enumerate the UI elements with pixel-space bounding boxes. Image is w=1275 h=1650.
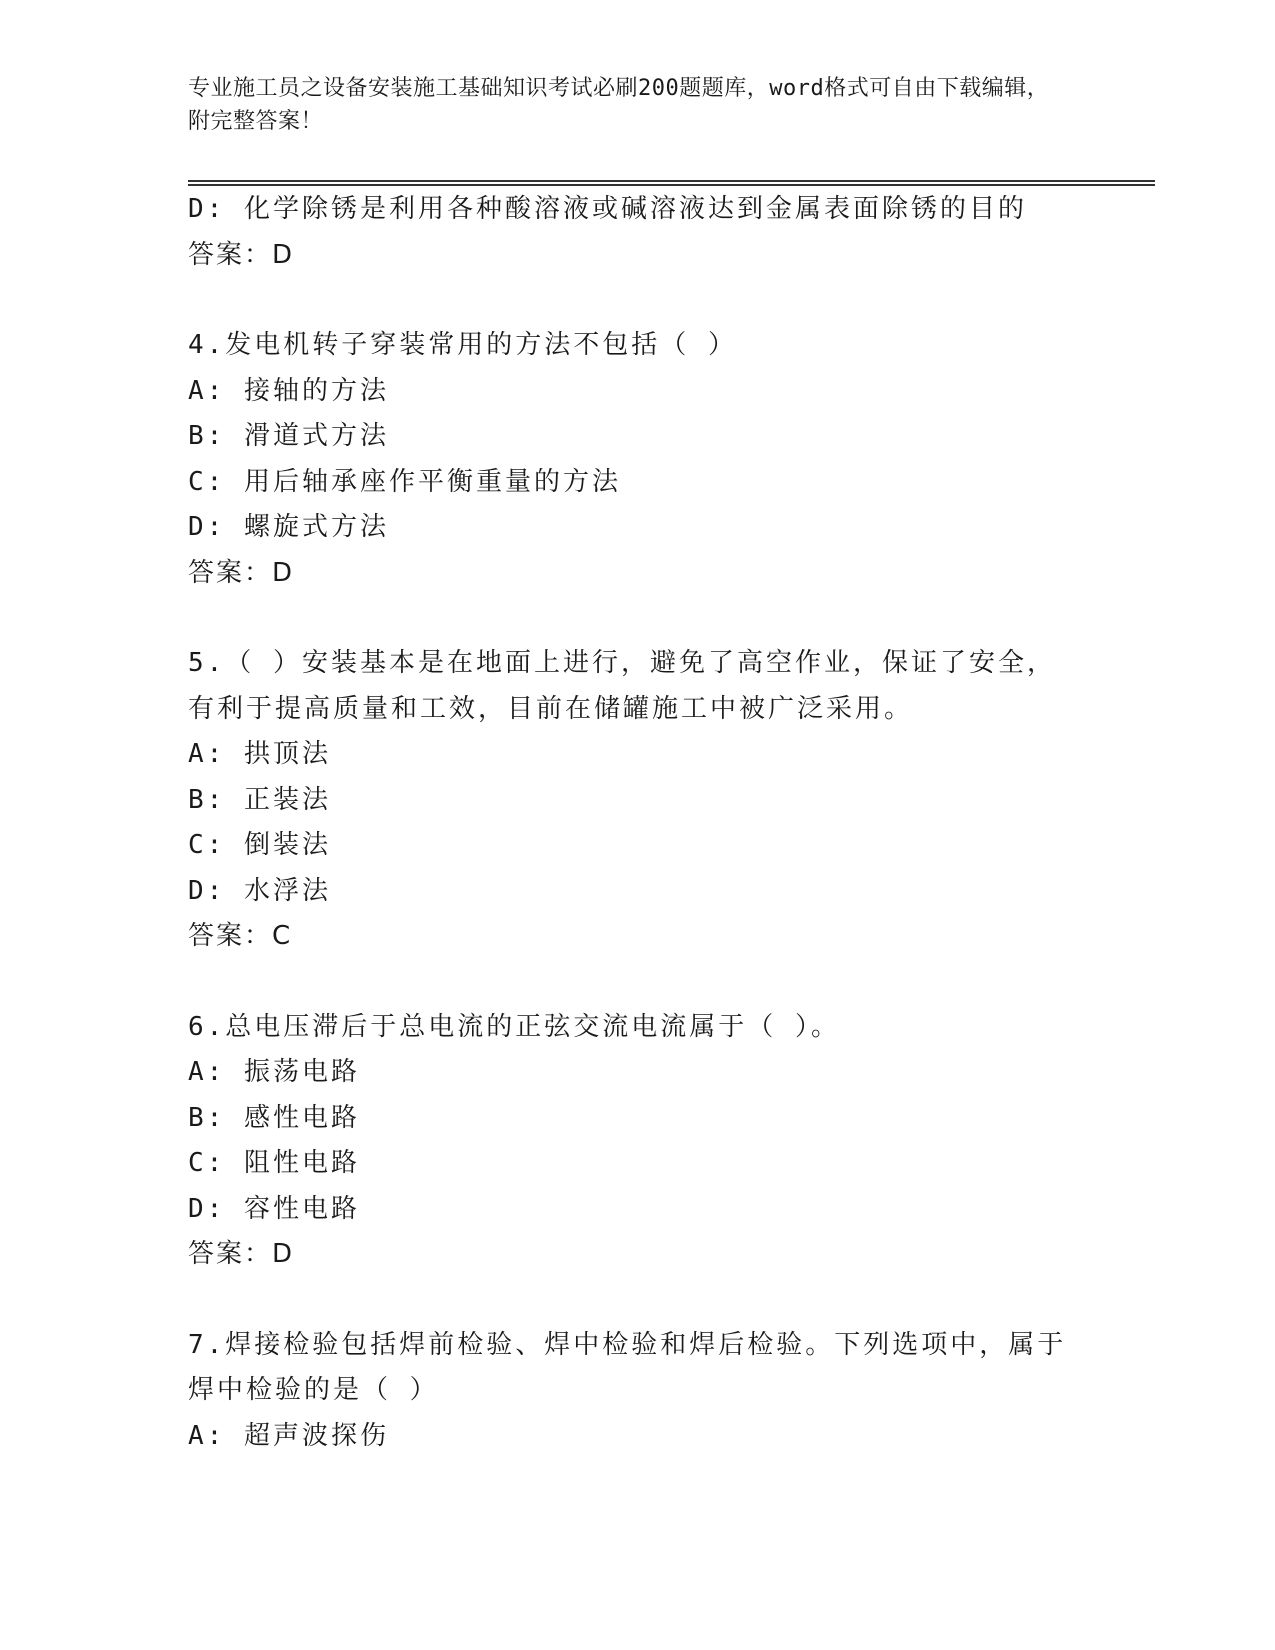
answer: 答案：D bbox=[188, 239, 295, 270]
option-a: A: 振荡电路 bbox=[188, 1057, 360, 1087]
option-a: A: 拱顶法 bbox=[188, 739, 331, 769]
question-stem: 5.（ ）安装基本是在地面上进行，避免了高空作业，保证了安全，有利于提高质量和工效，目前在储罐施工中被广泛采用。 bbox=[188, 648, 1056, 724]
option-d: D: 螺旋式方法 bbox=[188, 512, 389, 542]
document-header bbox=[188, 72, 1068, 138]
answer: 答案：D bbox=[188, 557, 295, 588]
header-rule-bottom bbox=[188, 184, 1155, 186]
answer: 答案：C bbox=[188, 921, 293, 951]
option-c: C: 阻性电路 bbox=[188, 1148, 360, 1178]
question-list bbox=[188, 187, 1088, 1459]
question-stem: 7.焊接检验包括焊前检验、焊中检验和焊后检验。下列选项中，属于焊中检验的是（ ） bbox=[188, 1329, 1067, 1405]
spacer bbox=[188, 960, 1088, 1005]
option-d: D: 水浮法 bbox=[188, 875, 331, 906]
option-c: C: 倒装法 bbox=[188, 830, 331, 860]
question-stem: 4.发电机转子穿装常用的方法不包括（ ） bbox=[188, 330, 737, 360]
header-rule-top bbox=[188, 180, 1155, 182]
header-title: 专业施工员之设备安装施工基础知识考试必刷200题题库，word格式可自由下载编辑，附完整答案！ bbox=[188, 76, 1050, 134]
answer: 答案：D bbox=[188, 1239, 295, 1269]
option-d: D: 容性电路 bbox=[188, 1193, 360, 1224]
spacer bbox=[188, 1278, 1088, 1323]
option-b: B: 正装法 bbox=[188, 784, 331, 815]
spacer bbox=[188, 596, 1088, 641]
option-a: A: 接轴的方法 bbox=[188, 375, 389, 406]
option-a: A: 超声波探伤 bbox=[188, 1420, 389, 1451]
question-stem: 6.总电压滞后于总电流的正弦交流电流属于（ ）。 bbox=[188, 1011, 840, 1042]
option-b: B: 滑道式方法 bbox=[188, 421, 389, 451]
option-c: C: 用后轴承座作平衡重量的方法 bbox=[188, 466, 621, 497]
option-d: D: 化学除锈是利用各种酸溶液或碱溶液达到金属表面除锈的目的 bbox=[188, 194, 1027, 224]
spacer bbox=[188, 278, 1088, 323]
option-b: B: 感性电路 bbox=[188, 1102, 360, 1133]
